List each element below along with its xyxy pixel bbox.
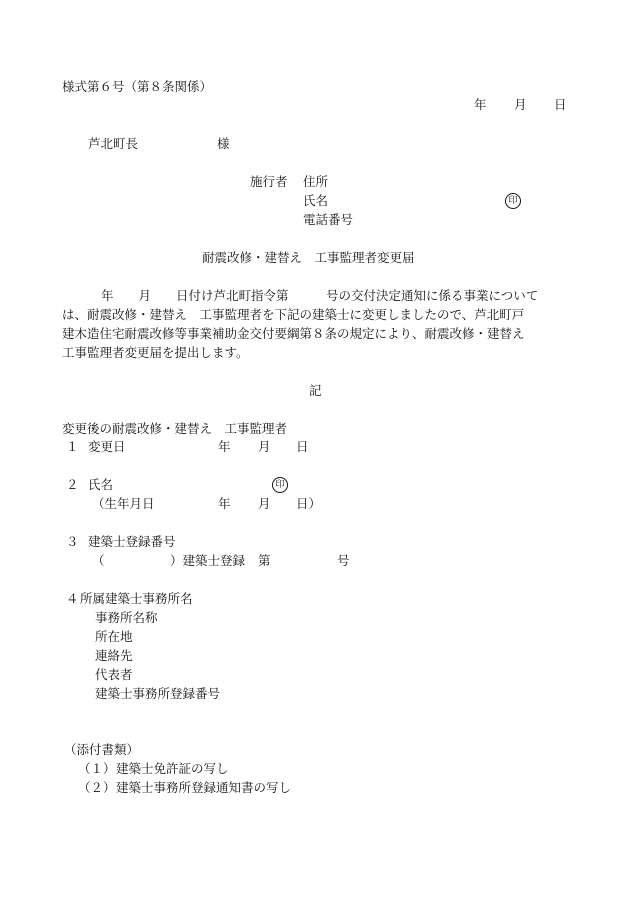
birth-year: 年 — [218, 496, 231, 511]
registration-no-label: 第 — [258, 553, 271, 568]
applicant-name-label: 氏名 — [303, 193, 329, 208]
date-month: 月 — [514, 97, 527, 112]
item-1-month: 月 — [258, 439, 271, 454]
office-field-representative: 代表者 — [95, 667, 133, 682]
applicant-seal-mark: 印 — [505, 193, 521, 209]
addressee-honorific: 様 — [217, 136, 230, 151]
item-1-day: 日 — [296, 439, 309, 454]
registration-type-label: ）建築士登録 — [170, 553, 246, 568]
item-1-label: 変更日 — [88, 439, 126, 454]
birth-month: 月 — [258, 496, 271, 511]
item-1-number: １ — [66, 439, 79, 454]
item-1-year: 年 — [218, 439, 231, 454]
applicant-phone-label: 電話番号 — [303, 212, 354, 227]
office-field-location: 所在地 — [95, 629, 133, 644]
applicant-address-label: 住所 — [303, 174, 329, 189]
attachment-2-number: （２） — [78, 780, 116, 795]
attachment-2-text: 建築士事務所登録通知書の写し — [116, 780, 292, 795]
registration-go-label: 号 — [337, 553, 350, 568]
date-year: 年 — [474, 97, 487, 112]
attachment-1-text: 建築士免許証の写し — [116, 761, 229, 776]
body-line-3: 建木造住宅耐震改修等事業補助金交付要綱第８条の規定により、耐震改修・建替え — [62, 326, 525, 341]
office-field-registration-number: 建築士事務所登録番号 — [95, 686, 221, 701]
applicant-label: 施行者 — [250, 174, 288, 189]
office-field-name: 事務所名称 — [95, 610, 158, 625]
item-2-label: 氏名 — [88, 477, 114, 492]
date-day: 日 — [554, 97, 567, 112]
document-title: 耐震改修・建替え 工事監理者変更届 — [202, 250, 415, 265]
item-4-label: 所属建築士事務所名 — [80, 591, 193, 606]
item-3-label: 建築士登録番号 — [88, 534, 176, 549]
birth-day: 日） — [296, 496, 322, 511]
form-number: 様式第６号（第８条関係） — [62, 79, 213, 94]
addressee-name: 芦北町長 — [88, 136, 139, 151]
registration-open-paren: （ — [92, 553, 105, 568]
section-heading: 変更後の耐震改修・建替え 工事監理者 — [62, 421, 288, 436]
body-line-2: は、耐震改修・建替え 工事監理者を下記の建築士に変更しましたので、芦北町戸 — [62, 307, 525, 322]
body-line-1: 年 月 日付け芦北町指令第 号の交付決定通知に係る事業について — [101, 288, 539, 303]
office-field-contact: 連絡先 — [95, 648, 133, 663]
item-3-number: ３ — [66, 534, 79, 549]
body-line-4: 工事監理者変更届を提出します。 — [62, 345, 249, 360]
item-2-seal-mark: 印 — [272, 477, 288, 493]
item-2-number: ２ — [66, 477, 79, 492]
attachment-1-number: （１） — [78, 761, 116, 776]
attachments-heading: （添付書類） — [64, 742, 140, 757]
item-4-number: ４ — [66, 591, 79, 606]
ki-mark: 記 — [309, 383, 322, 398]
birth-date-label: （生年月日 — [92, 496, 155, 511]
